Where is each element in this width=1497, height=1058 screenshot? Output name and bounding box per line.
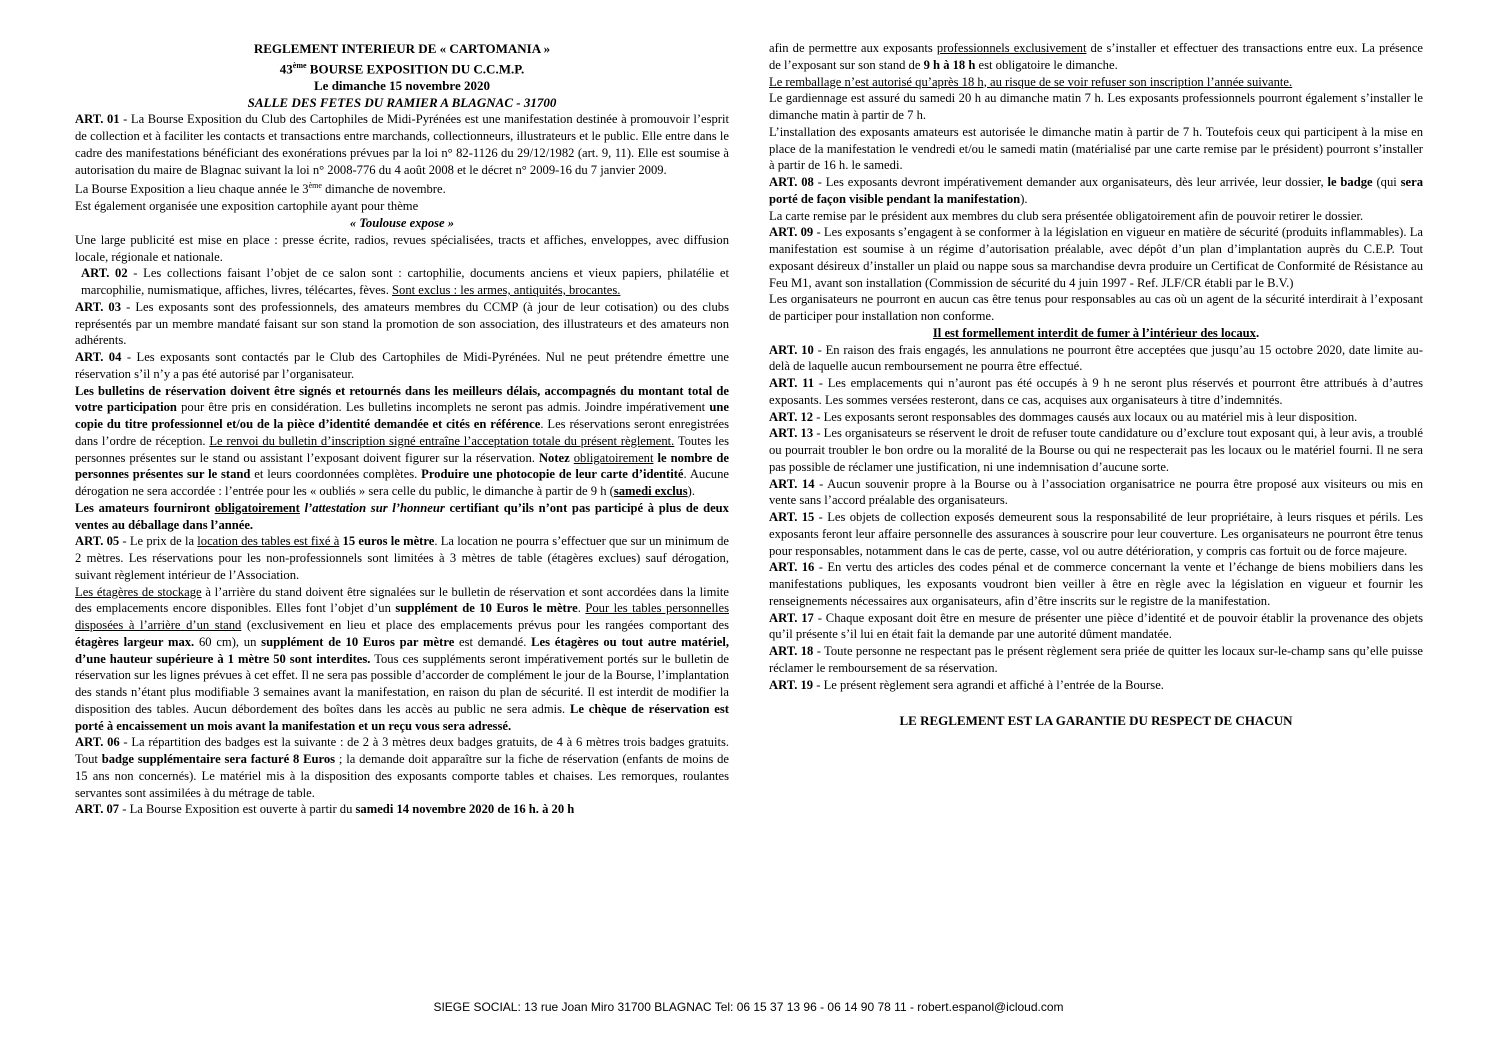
article-16: ART. 16 - En vertu des articles des codes pénal et de commerce concernant la vente et l’échange de biens mobiliers dans les manifestations publiques, les exposants voudront bien veiller à être en règle avec la législation en vigueur et fournir les renseignements nécessaires aux organisateurs, afin d’être inscrits sur le registre de la manifestation. [769,560,1423,608]
right-column [769,40,1423,730]
article-15: ART. 15 - Les objets de collection exposés demeurent sous la responsabilité de leur propriétaire, à leurs risques et périls. Les exposants feront leur affaire personnelle des assurances à souscrire pour leur couverture. Les organisateurs ne pourront être tenus pour responsables, notamment dans le cas de perte, casse, vol ou autre détérioration, y compris cas fortuit ou de force majeure. [769,510,1423,558]
exhibition-theme: « Toulouse expose » [349,216,455,231]
event-edition: 43ème BOURSE EXPOSITION DU C.C.M.P. [279,61,525,77]
article-01-publicity: Une large publicité est mise en place : presse écrite, radios, revues spécialisées, tracts et affiches, enveloppes, avec diffusion locale, régionale et nationale. [75,232,729,264]
article-17: ART. 17 - Chaque exposant doit être en mesure de présenter une pièce d’identité et de pouvoir établir la provenance des objets qu’il présente s’il lui en était fait la demande par une autorité dûment mandatée. [769,610,1423,642]
article-07-continued: afin de permettre aux exposants professionnels exclusivement de s’installer et effectuer des transactions entre eux. La présence de l’exposant sur son stand de 9 h à 18 h est obligatoire le dimanche. [769,41,1423,72]
article-07-amateurs: L’installation des exposants amateurs est autorisée le dimanche matin à partir de 7 h. Toutefois ceux qui participent à la mise en place de la manifestation le vendredi et/ou le samedi matin (matérialisé par une carte remise par le président) pourront s’installer à partir de 16 h. le samedi. [769,124,1423,173]
article-04-reservations: Les bulletins de réservation doivent être signés et retournés dans les meilleurs délais, accompagnés du montant total de votre participation pour être pris en considération. Les bulletins incomplets ne seront pas admis. Joindre impérativement une copie du titre professionnel et/ou de la pièce d’identité demandée et cités en référence. Les réservations seront enregistrées dans l’ordre de réception. Le renvoi du bulletin d’inscription signé entraîne l’acceptation totale du présent règlement. Toutes les personnes présentes sur le stand ou assistant l’exposant doivent figurer sur la réservation. Notez obligatoirement le nombre de personnes présentes sur le stand et leurs coordonnées complètes. Produire une photocopie de leur carte d’identité. Aucune dérogation ne sera accordée : l’entrée pour les « oubliés » sera celle du public, le dimanche à partir de 9 h (samedi exclus). [75,383,729,499]
article-18: ART. 18 - Toute personne ne respectant pas le présent règlement sera priée de quitter les locaux sur-le-champ sans qu’elle puisse réclamer le remboursement de sa réservation. [769,644,1424,675]
left-column [75,40,729,818]
article-09: ART. 09 - Les exposants s’engagent à se conformer à la législation en vigueur en matière de sécurité (produits inflammables). La manifestation est soumise à un régime d’autorisation préalable, avec dépôt d’un plan d’implantation auprès du C.E.P. Tout exposant désireux d’installer un plaid ou nappe sous sa marchandise devra produire un Certificat de Conformité de Résistance au Feu M1, avant son installation (Commission de sécurité du 4 juin 1997 - Ref. JLF/CR établi par le B.V.) [769,225,1424,290]
document-header [75,40,729,111]
closing-statement: LE REGLEMENT EST LA GARANTIE DU RESPECT DE CHACUN [899,713,1293,729]
article-02: ART. 02 - Les collections faisant l’objet de ce salon sont : cartophilie, documents anciens et vieux papiers, philatélie et marcophilie, numismatique, affiches, livres, télécartes, fèves. Sont exclus : les armes, antiquités, brocantes. [81,266,729,298]
spacer [769,693,1423,713]
article-07-security: Le gardiennage est assuré du samedi 20 h au dimanche matin 7 h. Les exposants professionnels pourront également s’installer le dimanche matin à partir de 7 h. [769,91,1423,122]
article-19: ART. 19 - Le présent règlement sera agrandi et affiché à l’entrée de la Bourse. [769,677,1164,692]
article-05: ART. 05 - Le prix de la location des tables est fixé à 15 euros le mètre. La location ne pourra s’effectuer que sur un minimum de 2 mètres. Les réservations pour les non-professionnels sont limitées à 3 mètres de table (étagères exclues) sauf dérogation, suivant règlement intérieur de l’Association. [75,534,729,582]
article-12: ART. 12 - Les exposants seront responsables des dommages causés aux locaux ou au matériel mis à leur disposition. [769,409,1358,424]
footer-contact: SIEGE SOCIAL: 13 rue Joan Miro 31700 BLAGNAC Tel: 06 15 37 13 96 - 06 14 90 78 11 - robert.espanol@icloud.com [433,1000,1064,1014]
article-06: ART. 06 - La répartition des badges est la suivante : de 2 à 3 mètres deux badges gratuits, de 4 à 6 mètres trois badges gratuits. Tout badge supplémentaire sera facturé 8 Euros ; la demande doit apparaître sur la fiche de réservation (enfants de moins de 15 ans non concernés). Le matériel mis à la disposition des exposants comporte tables et chaises. Les remorques, roulantes servantes sont assimilées à du métrage de table. [75,735,729,800]
article-01-date: La Bourse Exposition a lieu chaque année le 3ème dimanche de novembre. [75,181,446,197]
article-14: ART. 14 - Aucun souvenir propre à la Bourse ou à l’association organisatrice ne pourra être proposé aux visiteurs ou mis en vente sans l’accord préalable des organisateurs. [769,476,1423,508]
article-01-theme-intro: Est également organisée une exposition cartophile ayant pour thème [75,199,419,214]
article-09-responsibility: Les organisateurs ne pourront en aucun cas être tenus pour responsables au cas où un agent de la sécurité interdirait à l’exposant de participer pour installation non conforme. [769,292,1423,323]
event-date: Le dimanche 15 novembre 2020 [314,78,490,94]
article-03: ART. 03 - Les exposants sont des professionnels, des amateurs membres du CCMP (à jour de leur cotisation) ou des clubs représentés par un membre mandaté faisant sur son stand la promotion de son association, des illustrateurs et des amateurs non adhérents. [75,299,729,348]
article-13: ART. 13 - Les organisateurs se réservent le droit de refuser toute candidature ou d’exclure tout exposant qui, à leur avis, a troublé ou pourrait troubler le bon ordre ou la moralité de la Bourse ou qui ne respecterait pas les locaux ou le matériel fourni. Il ne sera pas possible de réclamer une justification, ni une indemnisation d’aucune sorte. [769,426,1424,474]
article-01: ART. 01 - La Bourse Exposition du Club des Cartophiles de Midi-Pyrénées est une manifestation destinée à promouvoir l’esprit de collection et à faciliter les contacts et transactions entre marchands, collectionneurs, illustrateurs et le public. Elle entre dans le cadre des manifestations bénéficiant des exonérations prévues par la loi n° 82-1126 du 29/12/1982 (art. 9, 11). Elle est soumise à autorisation du maire de Blagnac suivant la loi n° 2008-776 du 4 août 2008 et le décret n° 2009-16 du 7 janvier 2009. [75,112,729,177]
article-label: ART. 01 [75,112,120,127]
no-smoking-notice: Il est formellement interdit de fumer à l’intérieur des locaux. [932,325,1260,340]
article-07-packing: Le remballage n’est autorisé qu’après 18 h, au risque de se voir refuser son inscription l’année suivante. [769,74,1293,89]
article-04-amateurs: Les amateurs fourniront obligatoirement l’attestation sur l’honneur certifiant qu’ils n’ont pas participé à plus de deux ventes au déballage dans l’année. [75,500,729,532]
article-04: ART. 04 - Les exposants sont contactés par le Club des Cartophiles de Midi-Pyrénées. Nul ne peut prétendre émettre une réservation s’il n’y a pas été autorisé par l’organisateur. [75,350,729,381]
article-07-opening: ART. 07 - La Bourse Exposition est ouverte à partir du samedi 14 novembre 2020 de 16 h. à 20 h [75,802,575,817]
document-title: REGLEMENT INTERIEUR DE « CARTOMANIA » [253,41,551,56]
article-10: ART. 10 - En raison des frais engagés, les annulations ne pourront être acceptées que jusqu’au 15 octobre 2020, date limite au-delà de laquelle aucun remboursement ne pourra être effectué. [769,342,1424,374]
article-11: ART. 11 - Les emplacements qui n’auront pas été occupés à 9 h ne seront plus réservés et pourront être attribués à d’autres exposants. Les sommes versées resteront, dans ce cas, acquises aux organisateurs à titre d’indemnités. [769,376,1423,407]
event-venue: SALLE DES FETES DU RAMIER A BLAGNAC - 31700 [247,95,557,111]
article-05-shelves: Les étagères de stockage à l’arrière du stand doivent être signalées sur le bulletin de réservation et sont accordées dans la limite des emplacements encore disponibles. Elles font l’objet d’un supplément de 10 Euros le mètre. Pour les tables personnelles disposées à l’arrière d’un stand (exclusivement en lieu et place des emplacements prévus pour les rangées comportant des étagères largeur max. 60 cm), un supplément de 10 Euros par mètre est demandé. Les étagères ou tout autre matériel, d’une hauteur supérieure à 1 mètre 50 sont interdites. Tous ces suppléments seront impérativement portés sur le bulletin de réservation sur les lignes prévues à cet effet. Il ne sera pas possible d’accorder de complément le jour de la Bourse, l’implantation des stands n’étant plus modifiable 3 semaines avant la manifestation, en raison du plan de sécurité. Il est interdit de modifier la disposition des tables. Aucun débordement des boîtes dans les accès au public ne sera admis. Le chèque de réservation est porté à encaissement un mois avant la manifestation et un reçu vous sera adressé. [75,584,730,733]
article-08-card: La carte remise par le président aux membres du club sera présentée obligatoirement afin de pouvoir retirer le dossier. [769,208,1364,223]
article-08: ART. 08 - Les exposants devront impérativement demander aux organisateurs, dès leur arrivée, leur dossier, le badge (qui sera porté de façon visible pendant la manifestation). [769,175,1423,206]
